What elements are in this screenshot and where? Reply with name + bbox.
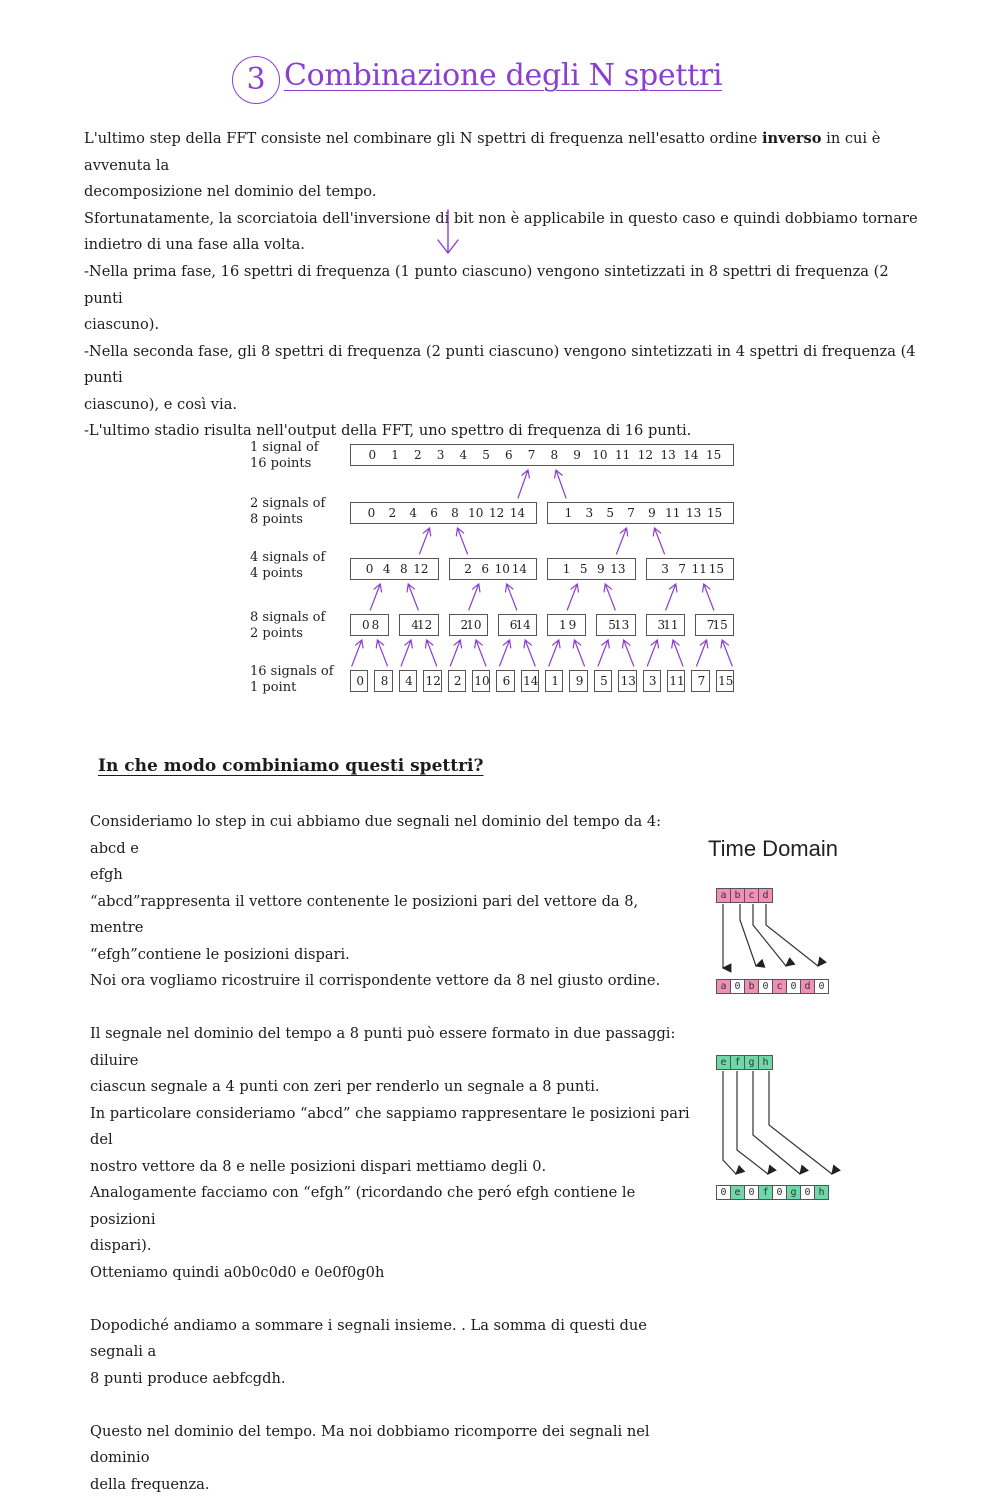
fft-index-value: 6 [430, 506, 438, 520]
arrow-b [740, 904, 756, 966]
up-arrow-icon [500, 640, 511, 666]
signal-cell: c [772, 979, 787, 994]
arrow-h [769, 1071, 832, 1174]
signal-cell: 0 [814, 979, 829, 994]
signal-cell: 0 [786, 979, 801, 994]
fft-index-value: 14 [523, 674, 538, 688]
fft-row-label-line: 2 signals of [250, 496, 325, 512]
fft-index-value: 12 [638, 448, 653, 462]
intro-line-3: Sfortunatamente, la scorciatoia dell'inversione di bit non è applicabile in questo caso e quindi dobbiamo tornare [84, 206, 924, 233]
fft-index-value: 11 [665, 506, 680, 520]
up-arrow-icon [506, 584, 517, 610]
up-arrow-icon [573, 640, 584, 666]
signal-cell: 0 [744, 1185, 759, 1200]
fft-index-value: 0 [362, 618, 370, 632]
fft-index-value: 1 [391, 448, 399, 462]
up-arrow-icon [352, 640, 363, 666]
fft-index-value: 1 [563, 562, 571, 576]
fft-index-value: 2 [454, 674, 462, 688]
body-line: efgh [90, 862, 690, 889]
arrow-f [737, 1071, 768, 1174]
body-line: Il segnale nel dominio del tempo a 8 punti può essere formato in due passaggi: diluire [90, 1021, 690, 1074]
fft-row-label-line: 16 signals of [250, 664, 334, 680]
body-line: dispari). [90, 1233, 690, 1260]
fft-index-value: 0 [369, 448, 377, 462]
phase-line-4: ciascuno), e così via. [84, 392, 924, 419]
fft-index-value: 11 [692, 562, 707, 576]
body-line: nostro vettore da 8 e nelle posizioni dispari mettiamo degli 0. [90, 1154, 690, 1181]
intro-line-4: indietro di una fase alla volta. [84, 232, 924, 259]
signal-cell: d [758, 888, 773, 903]
section-number-circle: 3 [232, 56, 280, 104]
phase-line-2: ciascuno). [84, 312, 924, 339]
fft-index-value: 12 [417, 618, 432, 632]
arrow-e [723, 1071, 736, 1174]
fft-index-value: 9 [573, 448, 581, 462]
fft-index-value: 2 [414, 448, 422, 462]
fft-index-value: 9 [648, 506, 656, 520]
body-line: della frequenza. [90, 1472, 690, 1498]
phases-paragraph [84, 259, 924, 445]
up-arrow-icon [647, 640, 658, 666]
up-arrow-icon [549, 640, 560, 666]
fft-index-value: 3 [661, 562, 669, 576]
intro-paragraph [84, 126, 924, 259]
fft-index-value: 15 [709, 562, 724, 576]
fft-row-label-line: 1 point [250, 680, 334, 696]
fft-row-label-line: 8 signals of [250, 610, 325, 626]
fft-row-label-line: 16 points [250, 456, 319, 472]
fft-index-value: 15 [718, 674, 733, 688]
fft-index-value: 4 [411, 618, 419, 632]
up-arrow-icon [703, 584, 714, 610]
signal-cell: a [716, 888, 731, 903]
body-line: 8 punti produce aebfcgdh. [90, 1366, 690, 1393]
body-line: Dopodiché andiamo a sommare i segnali insieme. . La somma di questi due segnali a [90, 1313, 690, 1366]
fft-index-value: 2 [388, 506, 396, 520]
signal-cell: f [730, 1055, 745, 1070]
body-line: Consideriamo lo step in cui abbiamo due segnali nel dominio del tempo da 4: abcd e [90, 809, 690, 862]
arrow-c [753, 904, 786, 966]
fft-index-value: 7 [707, 618, 715, 632]
abcd-signal-row [716, 888, 772, 903]
body-line: “abcd”rappresenta il vettore contenente le posizioni pari del vettore da 8, mentre [90, 889, 690, 942]
fft-index-value: 12 [413, 562, 428, 576]
fft-index-value: 13 [621, 674, 636, 688]
fft-index-value: 5 [600, 674, 608, 688]
fft-row-label-line: 1 signal of [250, 440, 319, 456]
fft-index-value: 15 [713, 618, 728, 632]
arrow-d [766, 904, 818, 966]
down-arrow-icon [436, 208, 460, 256]
body-line: “efgh”contiene le posizioni dispari. [90, 942, 690, 969]
signal-cell: b [744, 979, 759, 994]
up-arrow-icon [617, 528, 628, 554]
fft-index-value: 5 [482, 448, 490, 462]
arrow-g [753, 1071, 800, 1174]
signal-cell: 0 [716, 1185, 731, 1200]
fft-index-value: 11 [663, 618, 678, 632]
fft-index-value: 10 [466, 618, 481, 632]
fft-index-value: 4 [409, 506, 417, 520]
fft-row-label-line: 8 points [250, 512, 325, 528]
up-arrow-icon [420, 528, 431, 554]
up-arrow-icon [567, 584, 578, 610]
signal-cell: 0 [730, 979, 745, 994]
body-line: ciascun segnale a 4 punti con zeri per renderlo un segnale a 8 punti. [90, 1074, 690, 1101]
efgh-signal-row [716, 1055, 772, 1070]
phase-line-3: -Nella seconda fase, gli 8 spettri di frequenza (2 punti ciascuno) vengono sintetizzati in 4 spettri di frequenza (4 punti [84, 339, 924, 392]
fft-index-value: 8 [372, 618, 380, 632]
fft-index-value: 14 [512, 562, 527, 576]
fft-index-value: 12 [426, 674, 441, 688]
body-line: In particolare consideriamo “abcd” che sappiamo rappresentare le posizioni pari del [90, 1101, 690, 1154]
fft-index-value: 10 [468, 506, 483, 520]
fft-index-value: 6 [503, 674, 511, 688]
fft-index-value: 13 [660, 448, 675, 462]
signal-cell: g [744, 1055, 759, 1070]
fft-index-value: 6 [510, 618, 518, 632]
fft-index-value: 5 [606, 506, 614, 520]
fft-index-value: 13 [614, 618, 629, 632]
fft-index-value: 7 [698, 674, 706, 688]
fft-index-value: 15 [707, 506, 722, 520]
up-arrow-icon [653, 528, 664, 554]
fft-index-value: 8 [381, 674, 389, 688]
up-arrow-icon [604, 584, 615, 610]
body-line: Noi ora vogliamo ricostruire il corrispondente vettore da 8 nel giusto ordine. [90, 968, 690, 995]
fft-index-value: 1 [559, 618, 567, 632]
fft-index-value: 9 [576, 674, 584, 688]
up-arrow-icon [425, 640, 436, 666]
signal-cell: e [730, 1185, 745, 1200]
fft-index-value: 7 [627, 506, 635, 520]
up-arrow-icon [622, 640, 633, 666]
fft-index-value: 6 [505, 448, 513, 462]
bold-word: inverso [762, 130, 822, 147]
fft-index-value: 10 [592, 448, 607, 462]
fft-index-value: 3 [657, 618, 665, 632]
up-arrow-icon [518, 470, 529, 498]
section-heading: In che modo combiniamo questi spettri? [98, 756, 483, 776]
fft-index-value: 7 [678, 562, 686, 576]
time-domain-title: Time Domain [708, 836, 838, 862]
fft-recombination-diagram [240, 430, 750, 710]
fft-index-value: 0 [356, 674, 364, 688]
fft-index-value: 12 [489, 506, 504, 520]
0e0f0g0h-signal-row [716, 1185, 828, 1200]
up-arrow-icon [666, 584, 677, 610]
fft-index-value: 5 [580, 562, 588, 576]
body-line: Otteniamo quindi a0b0c0d0 e 0e0f0g0h [90, 1260, 690, 1287]
up-arrow-icon [555, 470, 566, 498]
fft-index-value: 14 [510, 506, 525, 520]
up-arrow-icon [721, 640, 732, 666]
fft-index-value: 8 [451, 506, 459, 520]
up-arrow-icon [456, 528, 467, 554]
signal-cell: a [716, 979, 731, 994]
phase-line-5: -L'ultimo stadio risulta nell'output della FFT, uno spettro di frequenza di 16 punti. [84, 418, 924, 445]
fft-index-value: 15 [706, 448, 721, 462]
fft-index-value: 8 [551, 448, 559, 462]
fft-row-label-line: 2 points [250, 626, 325, 642]
up-arrow-icon [370, 584, 381, 610]
fft-index-value: 4 [405, 674, 413, 688]
signal-cell: f [758, 1185, 773, 1200]
fft-index-value: 1 [551, 674, 559, 688]
up-arrow-icon [697, 640, 708, 666]
fft-index-value: 3 [585, 506, 593, 520]
up-arrow-icon [598, 640, 609, 666]
up-arrow-icon [475, 640, 486, 666]
fft-index-value: 10 [495, 562, 510, 576]
fft-row-label-line: 4 points [250, 566, 325, 582]
phase-line-1: -Nella prima fase, 16 spettri di frequenza (1 punto ciascuno) vengono sintetizzati in 8 spettri di frequenza (2 punti [84, 259, 924, 312]
fft-index-value: 2 [460, 618, 468, 632]
fft-index-value: 3 [649, 674, 657, 688]
signal-cell: g [786, 1185, 801, 1200]
fft-index-value: 13 [610, 562, 625, 576]
up-arrow-icon [376, 640, 387, 666]
fft-index-value: 11 [669, 674, 684, 688]
fft-index-value: 4 [460, 448, 468, 462]
up-arrow-icon [469, 584, 480, 610]
page-title: Combinazione degli N spettri [284, 58, 722, 93]
signal-cell: h [814, 1185, 829, 1200]
signal-cell: b [730, 888, 745, 903]
body-line: Analogamente facciamo con “efgh” (ricordando che peró efgh contiene le posizioni [90, 1180, 690, 1233]
fft-index-value: 14 [683, 448, 698, 462]
fft-index-value: 8 [400, 562, 408, 576]
signal-cell: d [800, 979, 815, 994]
up-arrow-icon [401, 640, 412, 666]
fft-index-value: 14 [516, 618, 531, 632]
up-arrow-icon [672, 640, 683, 666]
fft-index-value: 0 [366, 562, 374, 576]
body-line: Questo nel dominio del tempo. Ma noi dobbiamo ricomporre dei segnali nel dominio [90, 1419, 690, 1472]
a0b0c0d0-signal-row [716, 979, 828, 994]
signal-cell: 0 [800, 1185, 815, 1200]
fft-index-value: 3 [437, 448, 445, 462]
up-arrow-icon [407, 584, 418, 610]
up-arrow-icon [450, 640, 461, 666]
fft-index-value: 9 [597, 562, 605, 576]
fft-index-value: 13 [686, 506, 701, 520]
title-block [232, 56, 752, 110]
signal-cell: 0 [772, 1185, 787, 1200]
fft-row-label-line: 4 signals of [250, 550, 325, 566]
fft-index-value: 1 [565, 506, 573, 520]
fft-index-value: 10 [474, 674, 489, 688]
signal-cell: e [716, 1055, 731, 1070]
fft-index-value: 11 [615, 448, 630, 462]
fft-index-value: 5 [608, 618, 616, 632]
signal-cell: h [758, 1055, 773, 1070]
signal-cell: c [744, 888, 759, 903]
signal-cell: 0 [758, 979, 773, 994]
fft-index-value: 4 [383, 562, 391, 576]
fft-arrows [240, 430, 750, 710]
body-text [90, 809, 690, 1498]
fft-index-value: 7 [528, 448, 536, 462]
fft-index-value: 2 [464, 562, 472, 576]
up-arrow-icon [524, 640, 535, 666]
fft-index-value: 6 [481, 562, 489, 576]
fft-index-value: 0 [368, 506, 376, 520]
intro-line-2: decomposizione nel dominio del tempo. [84, 179, 924, 206]
intro-line-1: L'ultimo step della FFT consiste nel combinare gli N spettri di frequenza nell'esatto ordine inverso in cui è avvenuta la [84, 126, 924, 179]
fft-index-value: 9 [569, 618, 577, 632]
